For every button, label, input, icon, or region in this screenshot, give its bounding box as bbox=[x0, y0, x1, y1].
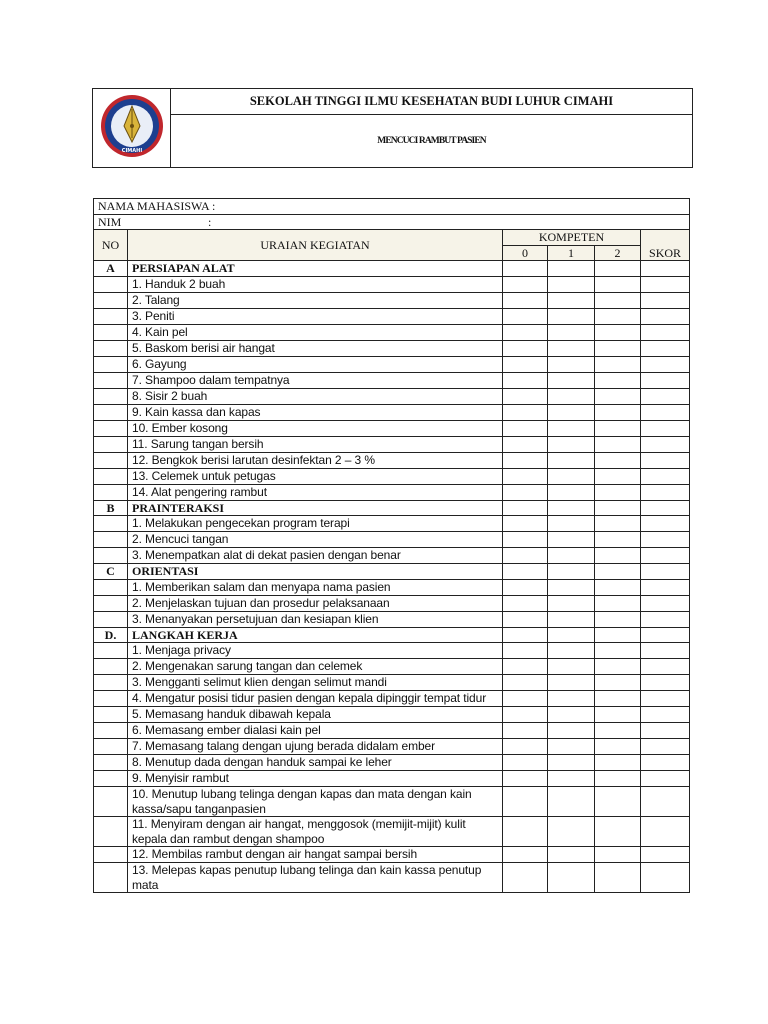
item-no-cell bbox=[94, 739, 128, 755]
score-cell-1[interactable] bbox=[548, 691, 595, 707]
item-no-cell bbox=[94, 579, 128, 595]
skor-cell[interactable] bbox=[641, 356, 690, 372]
item-no-cell bbox=[94, 420, 128, 436]
score-cell-0[interactable] bbox=[503, 771, 548, 787]
item-no-cell bbox=[94, 516, 128, 532]
item-no-cell bbox=[94, 372, 128, 388]
activity-text: 1. Menjaga privacy bbox=[128, 643, 503, 659]
checklist-item-row bbox=[94, 723, 690, 739]
score-cell-1[interactable] bbox=[548, 340, 595, 356]
score-cell-2[interactable] bbox=[595, 707, 641, 723]
score-cell-2[interactable] bbox=[595, 420, 641, 436]
score-cell-0[interactable] bbox=[503, 324, 548, 340]
score-cell-0[interactable] bbox=[503, 595, 548, 611]
skor-cell[interactable] bbox=[641, 817, 690, 847]
score-cell-1[interactable] bbox=[548, 484, 595, 500]
section-no: B bbox=[94, 500, 128, 516]
checklist-item-row bbox=[94, 548, 690, 564]
score-cell-2[interactable] bbox=[595, 261, 641, 277]
score-cell-2[interactable] bbox=[595, 611, 641, 627]
activity-text: 7. Memasang talang dengan ujung berada didalam ember bbox=[128, 739, 503, 755]
skor-cell[interactable] bbox=[641, 468, 690, 484]
score-cell-0[interactable] bbox=[503, 500, 548, 516]
activity-text: 13. Melepas kapas penutup lubang telinga dan kain kassa penutup mata bbox=[128, 863, 503, 893]
item-no-cell bbox=[94, 771, 128, 787]
score-cell-0[interactable] bbox=[503, 817, 548, 847]
score-cell-0[interactable] bbox=[503, 707, 548, 723]
item-no-cell bbox=[94, 595, 128, 611]
score-cell-1[interactable] bbox=[548, 308, 595, 324]
score-cell-2[interactable] bbox=[595, 643, 641, 659]
score-cell-1[interactable] bbox=[548, 324, 595, 340]
score-cell-1[interactable] bbox=[548, 675, 595, 691]
skor-cell[interactable] bbox=[641, 723, 690, 739]
score-cell-2[interactable] bbox=[595, 516, 641, 532]
score-cell-0[interactable] bbox=[503, 691, 548, 707]
item-no-cell bbox=[94, 817, 128, 847]
score-cell-2[interactable] bbox=[595, 292, 641, 308]
checklist-item-row bbox=[94, 340, 690, 356]
logo-cell bbox=[93, 89, 171, 168]
skor-cell[interactable] bbox=[641, 643, 690, 659]
skor-cell[interactable] bbox=[641, 595, 690, 611]
score-cell-2[interactable] bbox=[595, 436, 641, 452]
score-cell-0[interactable] bbox=[503, 292, 548, 308]
section-title: PRAINTERAKSI bbox=[128, 500, 503, 516]
header-table bbox=[92, 88, 693, 168]
activity-text: 9. Kain kassa dan kapas bbox=[128, 404, 503, 420]
activity-text: 1. Melakukan pengecekan program terapi bbox=[128, 516, 503, 532]
score-cell-0[interactable] bbox=[503, 468, 548, 484]
score-cell-1[interactable] bbox=[548, 739, 595, 755]
item-no-cell bbox=[94, 659, 128, 675]
activity-text: 10. Ember kosong bbox=[128, 420, 503, 436]
score-cell-1[interactable] bbox=[548, 356, 595, 372]
activity-text: 11. Sarung tangan bersih bbox=[128, 436, 503, 452]
checklist-item-row bbox=[94, 484, 690, 500]
skor-cell[interactable] bbox=[641, 611, 690, 627]
score-cell-2[interactable] bbox=[595, 723, 641, 739]
score-cell-2[interactable] bbox=[595, 771, 641, 787]
score-cell-0[interactable] bbox=[503, 308, 548, 324]
checklist-item-row bbox=[94, 452, 690, 468]
score-cell-2[interactable] bbox=[595, 452, 641, 468]
section-no: C bbox=[94, 564, 128, 580]
item-no-cell bbox=[94, 324, 128, 340]
score-cell-1[interactable] bbox=[548, 723, 595, 739]
score-cell-2[interactable] bbox=[595, 324, 641, 340]
score-cell-1[interactable] bbox=[548, 532, 595, 548]
procedure-title: MENCUCI RAMBUT PASIEN bbox=[171, 115, 693, 168]
checklist-item-row bbox=[94, 516, 690, 532]
item-no-cell bbox=[94, 723, 128, 739]
activity-text: 6. Memasang ember dialasi kain pel bbox=[128, 723, 503, 739]
score-cell-1[interactable] bbox=[548, 388, 595, 404]
score-cell-0[interactable] bbox=[503, 611, 548, 627]
item-no-cell bbox=[94, 675, 128, 691]
skor-cell[interactable] bbox=[641, 548, 690, 564]
score-cell-1[interactable] bbox=[548, 452, 595, 468]
nim-label: NIM bbox=[98, 214, 122, 229]
activity-text: 1. Memberikan salam dan menyapa nama pasien bbox=[128, 579, 503, 595]
skor-cell[interactable] bbox=[641, 755, 690, 771]
school-name: SEKOLAH TINGGI ILMU KESEHATAN BUDI LUHUR CIMAHI bbox=[171, 89, 693, 115]
activity-text: 2. Mengenakan sarung tangan dan celemek bbox=[128, 659, 503, 675]
skor-cell[interactable] bbox=[641, 484, 690, 500]
checklist-item-row bbox=[94, 675, 690, 691]
activity-text: 5. Baskom berisi air hangat bbox=[128, 340, 503, 356]
skor-cell[interactable] bbox=[641, 691, 690, 707]
checklist-item-row bbox=[94, 420, 690, 436]
skor-cell[interactable] bbox=[641, 532, 690, 548]
checklist-item-row bbox=[94, 595, 690, 611]
score-cell-1[interactable] bbox=[548, 659, 595, 675]
score-cell-0[interactable] bbox=[503, 659, 548, 675]
section-no: A bbox=[94, 261, 128, 277]
item-no-cell bbox=[94, 484, 128, 500]
section-row bbox=[94, 627, 690, 643]
activity-text: 10. Menutup lubang telinga dengan kapas dan mata dengan kain kassa/sapu tanganpasien bbox=[128, 787, 503, 817]
score-cell-2[interactable] bbox=[595, 627, 641, 643]
score-cell-1[interactable] bbox=[548, 404, 595, 420]
checklist-item-row bbox=[94, 707, 690, 723]
score-cell-1[interactable] bbox=[548, 500, 595, 516]
item-no-cell bbox=[94, 308, 128, 324]
section-title: ORIENTASI bbox=[128, 564, 503, 580]
skor-cell[interactable] bbox=[641, 436, 690, 452]
skor-cell[interactable] bbox=[641, 388, 690, 404]
checklist-table bbox=[93, 198, 690, 893]
score-cell-2[interactable] bbox=[595, 468, 641, 484]
score-cell-2[interactable] bbox=[595, 276, 641, 292]
checklist-item-row bbox=[94, 739, 690, 755]
col-skor: SKOR bbox=[641, 230, 690, 261]
score-cell-0[interactable] bbox=[503, 532, 548, 548]
checklist-item-row bbox=[94, 532, 690, 548]
col-activity: URAIAN KEGIATAN bbox=[128, 230, 503, 261]
score-cell-2[interactable] bbox=[595, 564, 641, 580]
item-no-cell bbox=[94, 548, 128, 564]
score-cell-2[interactable] bbox=[595, 863, 641, 893]
score-cell-0[interactable] bbox=[503, 340, 548, 356]
skor-cell[interactable] bbox=[641, 404, 690, 420]
skor-cell[interactable] bbox=[641, 324, 690, 340]
score-cell-1[interactable] bbox=[548, 372, 595, 388]
score-cell-1[interactable] bbox=[548, 755, 595, 771]
score-cell-0[interactable] bbox=[503, 564, 548, 580]
skor-cell[interactable] bbox=[641, 627, 690, 643]
skor-cell[interactable] bbox=[641, 771, 690, 787]
score-cell-0[interactable] bbox=[503, 436, 548, 452]
score-cell-1[interactable] bbox=[548, 468, 595, 484]
section-row bbox=[94, 500, 690, 516]
activity-text: 3. Peniti bbox=[128, 308, 503, 324]
score-cell-0[interactable] bbox=[503, 420, 548, 436]
activity-text: 3. Mengganti selimut klien dengan selimut mandi bbox=[128, 675, 503, 691]
col-score-0: 0 bbox=[503, 245, 548, 261]
item-no-cell bbox=[94, 847, 128, 863]
score-cell-2[interactable] bbox=[595, 817, 641, 847]
logo-text: CIMAHI bbox=[121, 147, 142, 154]
skor-cell[interactable] bbox=[641, 564, 690, 580]
score-cell-1[interactable] bbox=[548, 436, 595, 452]
score-cell-1[interactable] bbox=[548, 548, 595, 564]
checklist-item-row bbox=[94, 847, 690, 863]
checklist-item-row bbox=[94, 292, 690, 308]
score-cell-0[interactable] bbox=[503, 452, 548, 468]
score-cell-2[interactable] bbox=[595, 847, 641, 863]
score-cell-1[interactable] bbox=[548, 579, 595, 595]
section-row bbox=[94, 261, 690, 277]
skor-cell[interactable] bbox=[641, 276, 690, 292]
activity-text: 8. Menutup dada dengan handuk sampai ke leher bbox=[128, 755, 503, 771]
checklist-item-row bbox=[94, 436, 690, 452]
skor-cell[interactable] bbox=[641, 372, 690, 388]
score-cell-1[interactable] bbox=[548, 771, 595, 787]
score-cell-2[interactable] bbox=[595, 532, 641, 548]
activity-text: 12. Bengkok berisi larutan desinfektan 2 – 3 % bbox=[128, 452, 503, 468]
score-cell-1[interactable] bbox=[548, 564, 595, 580]
score-cell-2[interactable] bbox=[595, 372, 641, 388]
checklist-item-row bbox=[94, 771, 690, 787]
score-cell-1[interactable] bbox=[548, 643, 595, 659]
checklist-item-row bbox=[94, 276, 690, 292]
section-row bbox=[94, 564, 690, 580]
checklist-item-row bbox=[94, 324, 690, 340]
activity-text: 4. Mengatur posisi tidur pasien dengan kepala dipinggir tempat tidur bbox=[128, 691, 503, 707]
skor-cell[interactable] bbox=[641, 847, 690, 863]
item-no-cell bbox=[94, 276, 128, 292]
item-no-cell bbox=[94, 404, 128, 420]
score-cell-2[interactable] bbox=[595, 340, 641, 356]
item-no-cell bbox=[94, 863, 128, 893]
checklist-item-row bbox=[94, 404, 690, 420]
nim-colon: : bbox=[208, 214, 212, 229]
activity-text: 9. Menyisir rambut bbox=[128, 771, 503, 787]
activity-text: 7. Shampoo dalam tempatnya bbox=[128, 372, 503, 388]
activity-text: 8. Sisir 2 buah bbox=[128, 388, 503, 404]
score-cell-0[interactable] bbox=[503, 484, 548, 500]
score-cell-2[interactable] bbox=[595, 691, 641, 707]
score-cell-0[interactable] bbox=[503, 404, 548, 420]
score-cell-0[interactable] bbox=[503, 723, 548, 739]
score-cell-1[interactable] bbox=[548, 817, 595, 847]
activity-text: 13. Celemek untuk petugas bbox=[128, 468, 503, 484]
item-no-cell bbox=[94, 452, 128, 468]
skor-cell[interactable] bbox=[641, 261, 690, 277]
skor-cell[interactable] bbox=[641, 292, 690, 308]
score-cell-0[interactable] bbox=[503, 627, 548, 643]
item-no-cell bbox=[94, 388, 128, 404]
student-name-row bbox=[94, 199, 690, 215]
nim-cell[interactable] bbox=[94, 214, 690, 230]
section-no: D. bbox=[94, 627, 128, 643]
score-cell-2[interactable] bbox=[595, 787, 641, 817]
skor-cell[interactable] bbox=[641, 739, 690, 755]
score-cell-2[interactable] bbox=[595, 548, 641, 564]
checklist-item-row bbox=[94, 308, 690, 324]
item-no-cell bbox=[94, 787, 128, 817]
activity-text: 6. Gayung bbox=[128, 356, 503, 372]
item-no-cell bbox=[94, 707, 128, 723]
score-cell-0[interactable] bbox=[503, 579, 548, 595]
score-cell-2[interactable] bbox=[595, 595, 641, 611]
score-cell-0[interactable] bbox=[503, 739, 548, 755]
activity-text: 11. Menyiram dengan air hangat, menggosok (memijit-mijit) kulit kepala dan rambut dengan shampoo bbox=[128, 817, 503, 847]
score-cell-1[interactable] bbox=[548, 707, 595, 723]
checklist-item-row bbox=[94, 755, 690, 771]
skor-cell[interactable] bbox=[641, 579, 690, 595]
activity-text: 1. Handuk 2 buah bbox=[128, 276, 503, 292]
score-cell-2[interactable] bbox=[595, 675, 641, 691]
activity-text: 4. Kain pel bbox=[128, 324, 503, 340]
col-score-1: 1 bbox=[548, 245, 595, 261]
score-cell-0[interactable] bbox=[503, 675, 548, 691]
student-name-label[interactable]: NAMA MAHASISWA : bbox=[94, 199, 690, 215]
item-no-cell bbox=[94, 691, 128, 707]
score-cell-1[interactable] bbox=[548, 595, 595, 611]
score-cell-0[interactable] bbox=[503, 847, 548, 863]
nim-row bbox=[94, 214, 690, 230]
skor-cell[interactable] bbox=[641, 516, 690, 532]
activity-text: 2. Talang bbox=[128, 292, 503, 308]
score-cell-1[interactable] bbox=[548, 420, 595, 436]
item-no-cell bbox=[94, 755, 128, 771]
checklist-item-row bbox=[94, 579, 690, 595]
checklist-item-row bbox=[94, 817, 690, 847]
score-cell-0[interactable] bbox=[503, 516, 548, 532]
item-no-cell bbox=[94, 436, 128, 452]
skor-cell[interactable] bbox=[641, 340, 690, 356]
score-cell-1[interactable] bbox=[548, 276, 595, 292]
activity-text: 2. Mencuci tangan bbox=[128, 532, 503, 548]
checklist-item-row bbox=[94, 356, 690, 372]
item-no-cell bbox=[94, 532, 128, 548]
score-cell-0[interactable] bbox=[503, 356, 548, 372]
skor-cell[interactable] bbox=[641, 452, 690, 468]
score-cell-0[interactable] bbox=[503, 863, 548, 893]
score-cell-0[interactable] bbox=[503, 548, 548, 564]
skor-cell[interactable] bbox=[641, 420, 690, 436]
score-cell-1[interactable] bbox=[548, 292, 595, 308]
score-cell-2[interactable] bbox=[595, 739, 641, 755]
score-cell-1[interactable] bbox=[548, 787, 595, 817]
score-cell-2[interactable] bbox=[595, 579, 641, 595]
activity-text: 3. Menempatkan alat di dekat pasien dengan benar bbox=[128, 548, 503, 564]
score-cell-0[interactable] bbox=[503, 755, 548, 771]
activity-text: 2. Menjelaskan tujuan dan prosedur pelaksanaan bbox=[128, 595, 503, 611]
item-no-cell bbox=[94, 468, 128, 484]
col-no: NO bbox=[94, 230, 128, 261]
checklist-item-row bbox=[94, 787, 690, 817]
item-no-cell bbox=[94, 643, 128, 659]
skor-cell[interactable] bbox=[641, 675, 690, 691]
score-cell-2[interactable] bbox=[595, 500, 641, 516]
checklist-item-row bbox=[94, 643, 690, 659]
school-logo-icon bbox=[99, 93, 165, 159]
score-cell-0[interactable] bbox=[503, 388, 548, 404]
activity-text: 3. Menanyakan persetujuan dan kesiapan klien bbox=[128, 611, 503, 627]
score-cell-1[interactable] bbox=[548, 516, 595, 532]
score-cell-2[interactable] bbox=[595, 484, 641, 500]
checklist-item-row bbox=[94, 611, 690, 627]
skor-cell[interactable] bbox=[641, 659, 690, 675]
section-title: LANGKAH KERJA bbox=[128, 627, 503, 643]
activity-text: 14. Alat pengering rambut bbox=[128, 484, 503, 500]
col-score-2: 2 bbox=[595, 245, 641, 261]
checklist-item-row bbox=[94, 691, 690, 707]
skor-cell[interactable] bbox=[641, 500, 690, 516]
skor-cell[interactable] bbox=[641, 787, 690, 817]
score-cell-0[interactable] bbox=[503, 276, 548, 292]
score-cell-1[interactable] bbox=[548, 611, 595, 627]
score-cell-2[interactable] bbox=[595, 404, 641, 420]
score-cell-1[interactable] bbox=[548, 847, 595, 863]
score-cell-1[interactable] bbox=[548, 863, 595, 893]
score-cell-2[interactable] bbox=[595, 659, 641, 675]
checklist-item-row bbox=[94, 372, 690, 388]
skor-cell[interactable] bbox=[641, 308, 690, 324]
score-cell-2[interactable] bbox=[595, 308, 641, 324]
score-cell-0[interactable] bbox=[503, 372, 548, 388]
item-no-cell bbox=[94, 292, 128, 308]
score-cell-1[interactable] bbox=[548, 261, 595, 277]
score-cell-0[interactable] bbox=[503, 643, 548, 659]
skor-cell[interactable] bbox=[641, 863, 690, 893]
score-cell-1[interactable] bbox=[548, 627, 595, 643]
score-cell-0[interactable] bbox=[503, 261, 548, 277]
col-competent: KOMPETEN bbox=[503, 230, 641, 246]
skor-cell[interactable] bbox=[641, 707, 690, 723]
item-no-cell bbox=[94, 611, 128, 627]
item-no-cell bbox=[94, 356, 128, 372]
checklist-item-row bbox=[94, 659, 690, 675]
score-cell-2[interactable] bbox=[595, 388, 641, 404]
score-cell-0[interactable] bbox=[503, 787, 548, 817]
score-cell-2[interactable] bbox=[595, 356, 641, 372]
item-no-cell bbox=[94, 340, 128, 356]
score-cell-2[interactable] bbox=[595, 755, 641, 771]
checklist-item-row bbox=[94, 388, 690, 404]
section-title: PERSIAPAN ALAT bbox=[128, 261, 503, 277]
column-header-row bbox=[94, 230, 690, 246]
activity-text: 12. Membilas rambut dengan air hangat sampai bersih bbox=[128, 847, 503, 863]
checklist-item-row bbox=[94, 468, 690, 484]
checklist-item-row bbox=[94, 863, 690, 893]
activity-text: 5. Memasang handuk dibawah kepala bbox=[128, 707, 503, 723]
